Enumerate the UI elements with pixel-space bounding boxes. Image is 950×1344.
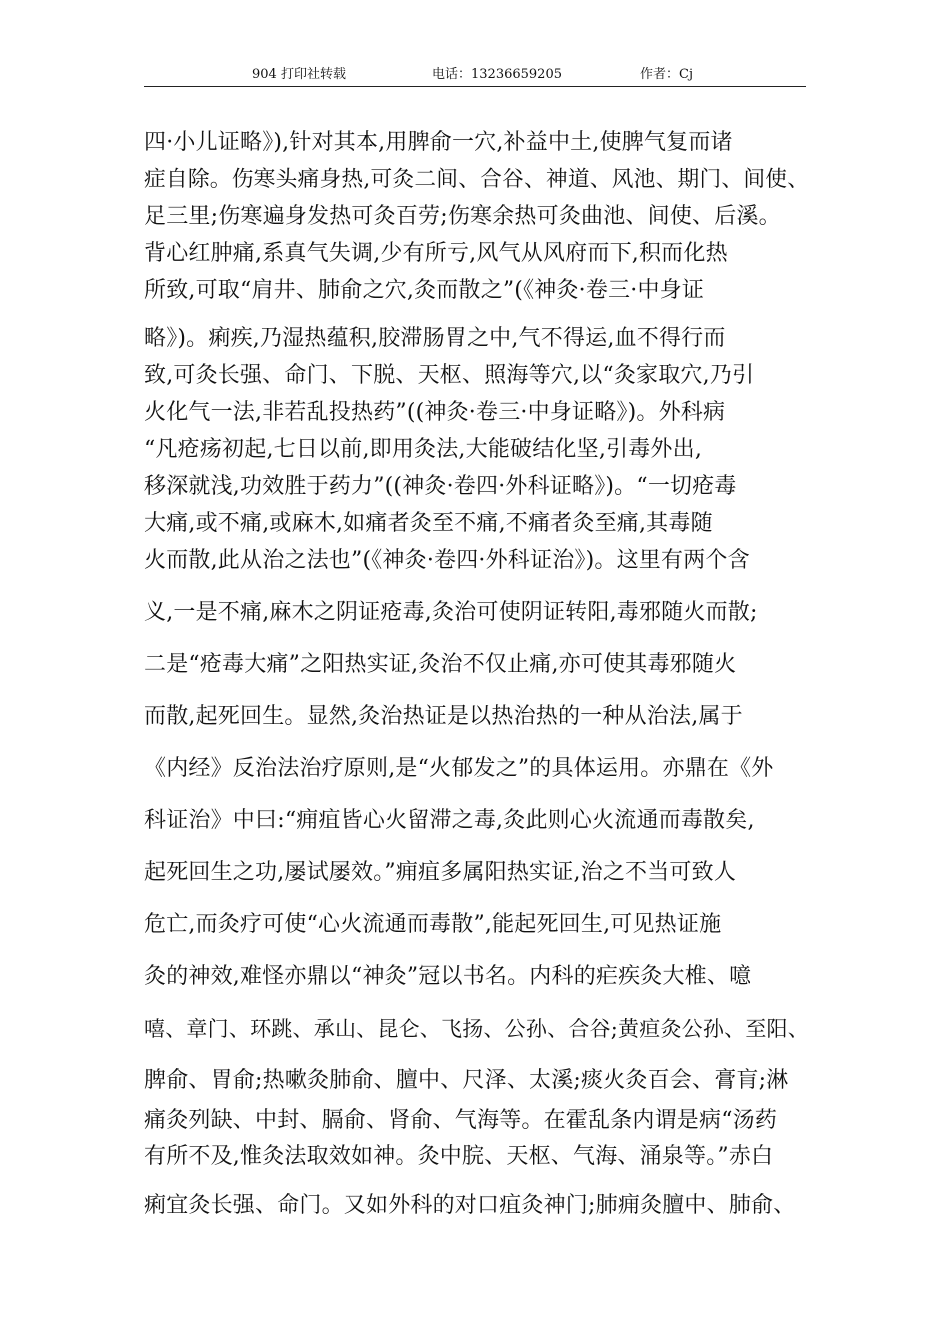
- header-source: 904 打印社转载: [252, 67, 346, 82]
- text-line: 四·小儿证略》),针对其本,用脾俞一穴,补益中土,使脾气复而诸: [144, 130, 733, 155]
- header-phone: 电话：13236659205: [432, 67, 562, 82]
- text-line: 略》)。痢疾,乃湿热蕴积,胶滞肠胃之中,气不得运,血不得行而: [144, 326, 726, 351]
- text-line: 义,一是不痛,麻木之阴证疮毒,灸治可使阴证转阳,毒邪随火而散;: [144, 600, 758, 625]
- text-line: 移深就浅,功效胜于药力”((神灸·卷四·外科证略》)。“一切疮毒: [144, 474, 737, 499]
- text-line: 所致,可取“肩井、肺俞之穴,灸而散之”(《神灸·卷三·中身证: [144, 278, 705, 303]
- text-line: “凡疮疡初起,七日以前,即用灸法,大能破结化坚,引毒外出,: [144, 437, 703, 462]
- text-line: 致,可灸长强、命门、下脱、天枢、照海等穴,以“灸家取穴,乃引: [144, 363, 755, 388]
- text-line: 痢宜灸长强、命门。又如外科的对口疽灸神门;肺痈灸膻中、肺俞、: [144, 1193, 796, 1218]
- text-line: 《内经》反治法治疗原则,是“火郁发之”的具体运用。亦鼎在《外: [144, 756, 774, 781]
- text-line: 危亡,而灸疗可使“心火流通而毒散”,能起死回生,可见热证施: [144, 912, 722, 937]
- text-line: 火化气一法,非若乱投热药”((神灸·卷三·中身证略》)。外科病: [144, 400, 726, 425]
- header-author: 作者：Cj: [640, 67, 693, 82]
- text-line: 起死回生之功,屡试屡效。”痈疽多属阳热实证,治之不当可致人: [144, 860, 737, 885]
- text-line: 症自除。伤寒头痛身热,可灸二间、合谷、神道、风池、期门、间使、: [144, 167, 810, 192]
- text-line: 灸的神效,难怪亦鼎以“神灸”冠以书名。内科的疟疾灸大椎、噫: [144, 964, 752, 989]
- text-line: 背心红肿痛,系真气失调,少有所亏,风气从风府而下,积而化热: [144, 241, 728, 266]
- text-line: 火而散,此从治之法也”(《神灸·卷四·外科证治》)。这里有两个含: [144, 548, 750, 573]
- text-line: 嘻、章门、环跳、承山、昆仑、飞扬、公孙、合谷;黄疸灸公孙、至阳、: [144, 1016, 809, 1041]
- text-line: 大痛,或不痛,或麻木,如痛者灸至不痛,不痛者灸至痛,其毒随: [144, 511, 713, 536]
- text-line: 脾俞、胃俞;热嗽灸肺俞、膻中、尺泽、太溪;痰火灸百会、膏肓;淋: [144, 1068, 789, 1093]
- page-header: [144, 66, 806, 87]
- text-line: 二是“疮毒大痛”之阳热实证,灸治不仅止痛,亦可使其毒邪随火: [144, 652, 737, 677]
- text-line: 足三里;伤寒遍身发热可灸百劳;伤寒余热可灸曲池、间使、后溪。: [144, 204, 781, 229]
- text-line: 痛灸列缺、中封、膈俞、肾俞、气海等。在霍乱条内谓是病“汤药: [144, 1108, 778, 1133]
- text-line: 而散,起死回生。显然,灸治热证是以热治热的一种从治法,属于: [144, 704, 743, 729]
- text-line: 有所不及,惟灸法取效如神。灸中脘、天枢、气海、涌泉等。”赤白: [144, 1144, 774, 1169]
- text-line: 科证治》中曰:“痈疽皆心火留滞之毒,灸此则心火流通而毒散矣,: [144, 808, 755, 833]
